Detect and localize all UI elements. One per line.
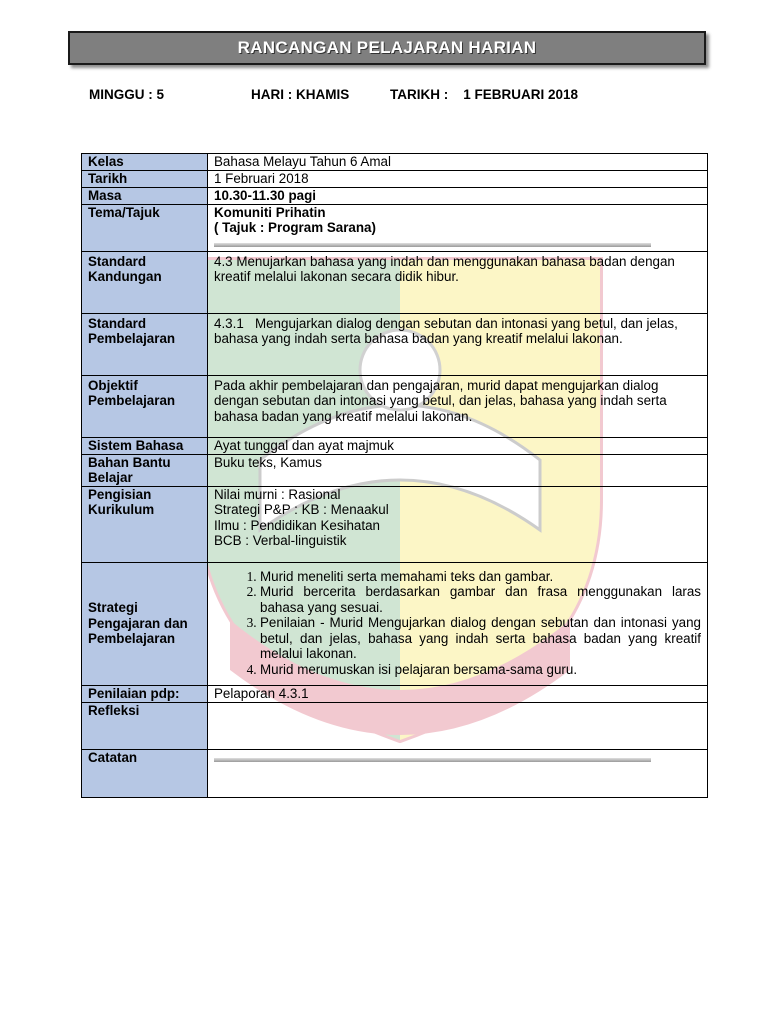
value-tema <box>208 204 708 251</box>
label-strategi <box>82 562 208 685</box>
value-tarikh: 1 Februari 2018 <box>208 170 708 187</box>
label-line: Pembelajaran <box>88 393 176 408</box>
value-refleksi <box>208 702 708 749</box>
value-sistem-bahasa: Ayat tunggal dan ayat majmuk <box>208 437 708 454</box>
label-line: Strategi <box>88 600 138 616</box>
pengisian-line: BCB : Verbal-linguistik <box>214 533 347 548</box>
pengisian-line: Strategi P&P : KB : Menaakul <box>214 502 389 517</box>
value-penilaian: Pelaporan 4.3.1 <box>208 685 708 702</box>
row-bahan-bantu <box>82 454 708 486</box>
label-sistem-bahasa: Sistem Bahasa <box>82 437 208 454</box>
shade-divider <box>214 243 651 247</box>
strategi-step: 4. Murid merumuskan isi pelajaran bersama-sama guru. <box>260 662 701 678</box>
label-standard-kandungan <box>82 251 208 313</box>
lesson-plan-table <box>81 153 708 798</box>
row-objektif <box>82 375 708 437</box>
label-line: Pembelajaran <box>88 331 176 346</box>
label-line: Standard <box>88 315 147 331</box>
label-line: Kandungan <box>88 269 162 284</box>
strategi-step: 2. Murid bercerita berdasarkan gambar dan frasa menggunakan laras bahasa yang sesuai. <box>260 584 701 615</box>
row-pengisian <box>82 486 708 562</box>
value-catatan <box>208 749 708 797</box>
document-title: RANCANGAN PELAJARAN HARIAN <box>237 38 537 57</box>
label-line: Pengajaran dan <box>88 615 188 631</box>
minggu-field: MINGGU : 5 <box>89 87 165 102</box>
shade-divider <box>214 758 651 762</box>
label-line: Pembelajaran <box>88 631 176 647</box>
label-line: Standard <box>88 253 147 269</box>
row-standard-pembelajaran <box>82 313 708 375</box>
label-objektif <box>82 375 208 437</box>
tarikh-field: TARIKH : 1 FEBRUARI 2018 <box>390 87 579 102</box>
label-penilaian: Penilaian pdp: <box>82 685 208 702</box>
label-pengisian <box>82 486 208 562</box>
label-refleksi: Refleksi <box>82 702 208 749</box>
label-tarikh: Tarikh <box>82 170 208 187</box>
tema-line-2: ( Tajuk : Program Sarana) <box>214 220 376 235</box>
value-pengisian <box>208 486 708 562</box>
value-strategi <box>208 562 708 685</box>
value-masa: 10.30-11.30 pagi <box>208 187 708 204</box>
label-standard-pembelajaran <box>82 313 208 375</box>
row-tarikh <box>82 170 708 187</box>
label-bahan-bantu <box>82 454 208 486</box>
label-masa: Masa <box>82 187 208 204</box>
value-standard-kandungan: 4.3 Menujarkan bahasa yang indah dan menggunakan bahasa badan dengan kreatif melalui lakonan secara didik hibur. <box>208 251 708 313</box>
pengisian-line: Nilai murni : Rasional <box>214 486 341 502</box>
row-tema <box>82 204 708 251</box>
strategi-step: 1. Murid meneliti serta memahami teks dan gambar. <box>260 569 701 585</box>
pengisian-line: Ilmu : Pendidikan Kesihatan <box>214 517 380 533</box>
row-catatan <box>82 749 708 797</box>
row-kelas <box>82 154 708 171</box>
row-refleksi <box>82 702 708 749</box>
label-tema: Tema/Tajuk <box>82 204 208 251</box>
row-standard-kandungan <box>82 251 708 313</box>
label-line: Kurikulum <box>88 502 155 517</box>
document-title-bar <box>68 31 706 65</box>
label-kelas: Kelas <box>82 154 208 171</box>
row-penilaian <box>82 685 708 702</box>
row-sistem-bahasa <box>82 437 708 454</box>
label-catatan: Catatan <box>82 749 208 797</box>
value-bahan-bantu: Buku teks, Kamus <box>208 454 708 486</box>
label-line: Objektif <box>88 377 138 393</box>
value-kelas: Bahasa Melayu Tahun 6 Amal <box>208 154 708 171</box>
label-line: Pengisian <box>88 486 152 502</box>
value-objektif: Pada akhir pembelajaran dan pengajaran, murid dapat mengujarkan dialog dengan sebutan dan intonasi yang betul, dan jelas, bahasa yang indah serta bahasa badan yang kreatif melalui lakonan. <box>208 375 708 437</box>
value-standard-pembelajaran: 4.3.1 Mengujarkan dialog dengan sebutan dan intonasi yang betul, dan jelas, bahasa yang indah serta bahasa badan yang kreatif melalui lakonan. <box>208 313 708 375</box>
row-strategi <box>82 562 708 685</box>
tema-line-1: Komuniti Prihatin <box>214 204 326 220</box>
strategi-step: 3. Penilaian - Murid Mengujarkan dialog dengan sebutan dan intonasi yang betul, dan jelas, bahasa yang indah serta bahasa badan yang kreatif melalui lakonan. <box>260 615 701 662</box>
strategi-steps-list <box>214 569 701 678</box>
label-line: Bahan Bantu <box>88 454 171 470</box>
label-line: Belajar <box>88 470 133 485</box>
hari-field: HARI : KHAMIS <box>251 87 350 102</box>
row-masa <box>82 187 708 204</box>
